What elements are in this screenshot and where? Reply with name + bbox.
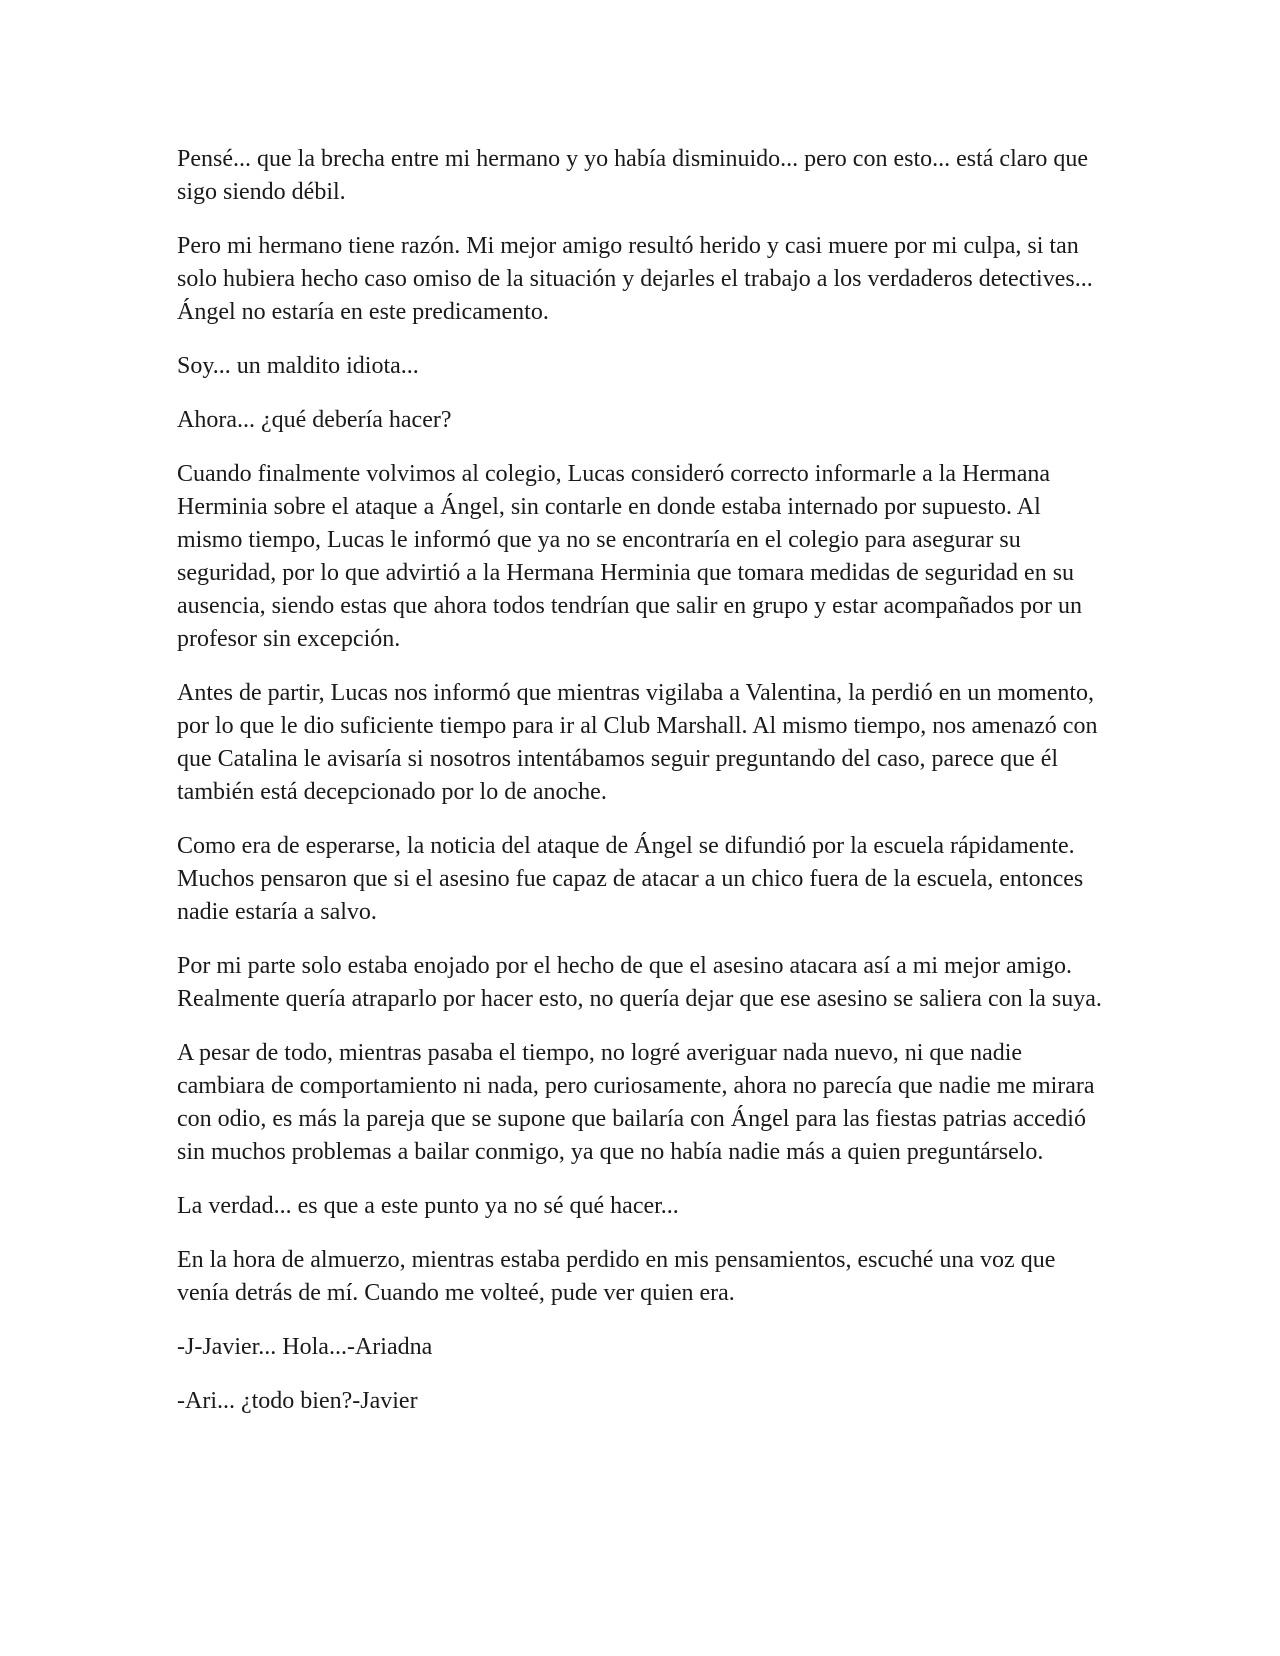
dialogue-line: -J-Javier... Hola...-Ariadna xyxy=(177,1334,433,1360)
paragraph: Pensé... que la brecha entre mi hermano y yo había disminuido... pero con esto... está claro que sigo siendo débil. xyxy=(177,146,1089,205)
paragraph: Cuando finalmente volvimos al colegio, Lucas consideró correcto informarle a la Hermana Herminia sobre el ataque a Ángel, sin contarle en donde estaba internado por supuesto. Al mismo tiempo, Lucas le informó que ya no se encontraría en el colegio para asegurar su seguridad, por lo que advirtió a la Hermana Herminia que tomara medidas de seguridad en su ausencia, siendo estas que ahora todos tendrían que salir en grupo y estar acompañados por un profesor sin excepción. xyxy=(177,461,1083,652)
paragraph: Como era de esperarse, la noticia del ataque de Ángel se difundió por la escuela rápidamente. Muchos pensaron que si el asesino fue capaz de atacar a un chico fuera de la escuela, entonces nadie estaría a salvo. xyxy=(177,833,1084,925)
paragraph: En la hora de almuerzo, mientras estaba perdido en mis pensamientos, escuché una voz que venía detrás de mí. Cuando me volteé, pude ver quien era. xyxy=(177,1247,1056,1306)
paragraph: Antes de partir, Lucas nos informó que mientras vigilaba a Valentina, la perdió en un momento, por lo que le dio suficiente tiempo para ir al Club Marshall. Al mismo tiempo, nos amenazó con que Catalina le avisaría si nosotros intentábamos seguir preguntando del caso, parece que él también está decepcionado por lo de anoche. xyxy=(177,680,1098,805)
paragraph: A pesar de todo, mientras pasaba el tiempo, no logré averiguar nada nuevo, ni que nadie cambiara de comportamiento ni nada, pero curiosamente, ahora no parecía que nadie me mirara con odio, es más la pareja que se supone que bailaría con Ángel para las fiestas patrias accedió sin muchos problemas a bailar conmigo, ya que no había nadie más a quien preguntárselo. xyxy=(177,1040,1095,1165)
paragraph: Soy... un maldito idiota... xyxy=(177,353,419,379)
paragraph: Ahora... ¿qué debería hacer? xyxy=(177,407,452,433)
paragraph: La verdad... es que a este punto ya no sé qué hacer... xyxy=(177,1193,679,1219)
paragraph: Por mi parte solo estaba enojado por el hecho de que el asesino atacara así a mi mejor amigo. Realmente quería atraparlo por hacer esto, no quería dejar que ese asesino se saliera con la suya. xyxy=(177,953,1102,1012)
dialogue-line: -Ari... ¿todo bien?-Javier xyxy=(177,1388,418,1414)
document-body xyxy=(177,143,1102,1439)
paragraph: Pero mi hermano tiene razón. Mi mejor amigo resultó herido y casi muere por mi culpa, si tan solo hubiera hecho caso omiso de la situación y dejarles el trabajo a los verdaderos detectives... Ángel no estaría en este predicamento. xyxy=(177,233,1093,325)
